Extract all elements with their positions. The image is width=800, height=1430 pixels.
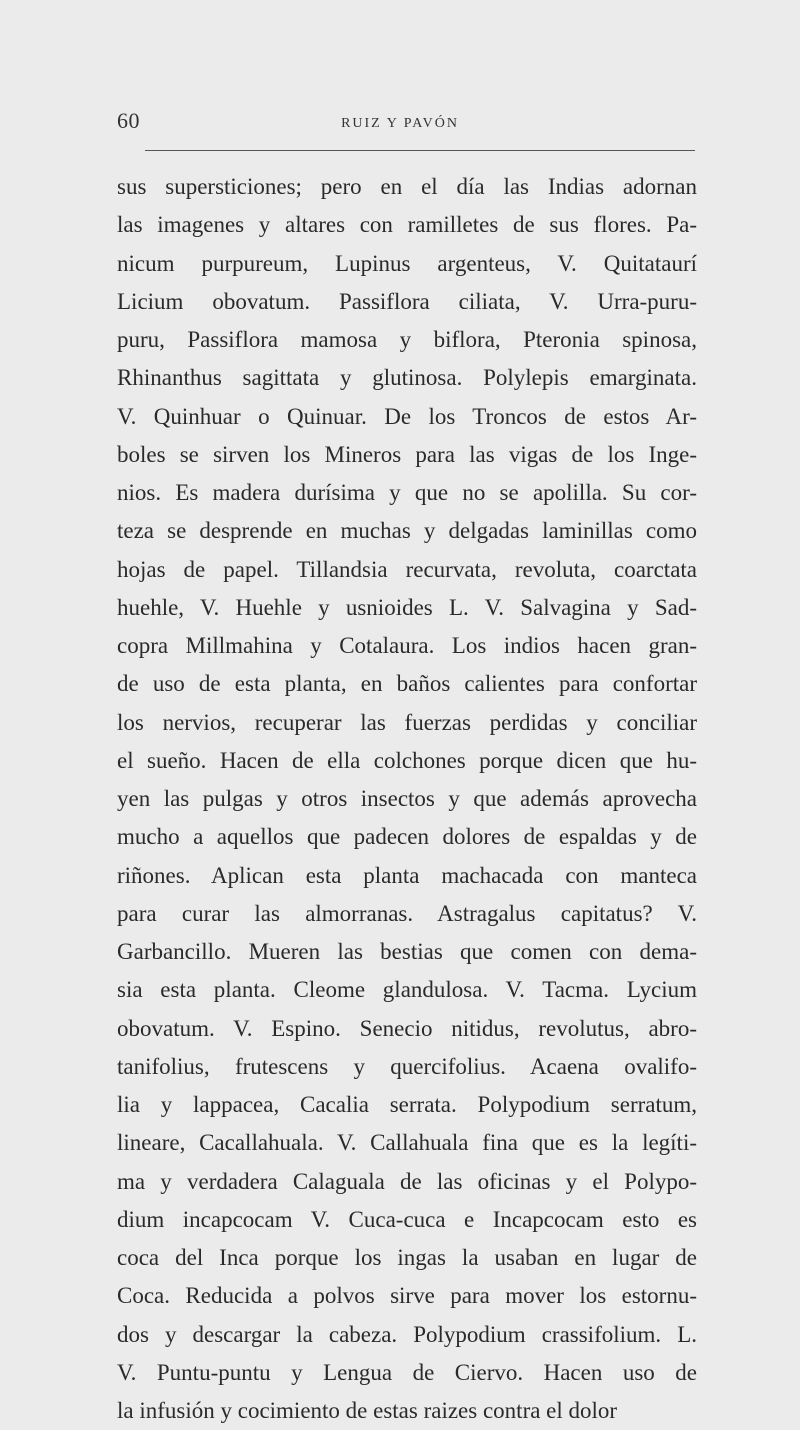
text-line: teza se desprende en muchas y delgadas laminillas como <box>117 518 697 544</box>
text-line: puru, Passiflora mamosa y biflora, Pteronia spinosa, <box>117 327 697 352</box>
text-line: Garbancillo. Mueren las bestias que comen con dema- <box>117 939 697 964</box>
text-line: obovatum. V. Espino. Senecio nitidus, revolutus, abro- <box>117 1015 697 1041</box>
page-number: 60 <box>117 108 140 133</box>
text-line: lineare, Cacallahuala. V. Callahuala fina que es la legíti- <box>117 1130 697 1156</box>
text-line: dos y descargar la cabeza. Polypodium crassifolium. L. <box>117 1321 697 1347</box>
text-line: nicum purpureum, Lupinus argenteus, V. Quitataurí <box>117 250 697 276</box>
text-line: Licium obovatum. Passiflora ciliata, V. Urra-puru- <box>117 288 697 314</box>
text-line: sia esta planta. Cleome glandulosa. V. Tacma. Lycium <box>117 977 697 1003</box>
text-line: Coca. Reducida a polvos sirve para mover los estornu- <box>117 1283 697 1309</box>
text-line: boles se sirven los Mineros para las vigas de los Inge- <box>117 441 697 467</box>
text-line: dium incapcocam V. Cuca-cuca e Incapcocam esto es <box>117 1206 697 1232</box>
text-line: lia y lappacea, Cacalia serrata. Polypodium serratum, <box>117 1092 697 1117</box>
text-line: las imagenes y altares con ramilletes de sus flores. Pa- <box>117 212 697 238</box>
text-line: la infusión y cocimiento de estas raizes contra el dolor <box>117 1398 618 1423</box>
text-line: V. Quinhuar o Quinuar. De los Troncos de estos Ar- <box>117 403 697 429</box>
text-line: nios. Es madera durísima y que no se apolilla. Su cor- <box>117 480 697 505</box>
text-line: yen las pulgas y otros insectos y que además aprovecha <box>117 786 697 811</box>
text-line: sus supersticiones; pero en el día las Indias adornan <box>117 174 697 199</box>
text-line: V. Puntu-puntu y Lengua de Ciervo. Hacen uso de <box>117 1359 697 1385</box>
text-line: coca del Inca porque los ingas la usaban en lugar de <box>117 1245 697 1270</box>
running-head: RUIZ Y PAVÓN <box>341 116 459 131</box>
text-line: ma y verdadera Calaguala de las oficinas y el Polypo- <box>117 1168 697 1194</box>
text-line: de uso de esta planta, en baños calientes para confortar <box>117 671 697 697</box>
text-line: los nervios, recuperar las fuerzas perdidas y conciliar <box>117 709 697 735</box>
text-line: copra Millmahina y Cotalaura. Los indios hacen gran- <box>117 633 697 658</box>
text-line: tanifolius, frutescens y quercifolius. Acaena ovalifo- <box>117 1053 697 1079</box>
body-text <box>117 168 697 1430</box>
text-line: para curar las almorranas. Astragalus capitatus? V. <box>117 900 697 926</box>
text-line: hojas de papel. Tillandsia recurvata, revoluta, coarctata <box>117 556 697 582</box>
text-line: el sueño. Hacen de ella colchones porque dicen que hu- <box>117 747 697 773</box>
text-line: Rhinanthus sagittata y glutinosa. Polylepis emarginata. <box>117 365 697 391</box>
text-line: huehle, V. Huehle y usnioides L. V. Salvagina y Sad- <box>117 594 697 620</box>
text-line: mucho a aquellos que padecen dolores de espaldas y de <box>117 824 697 850</box>
header-rule <box>145 150 695 151</box>
text-line: riñones. Aplican esta planta machacada con manteca <box>117 862 697 888</box>
